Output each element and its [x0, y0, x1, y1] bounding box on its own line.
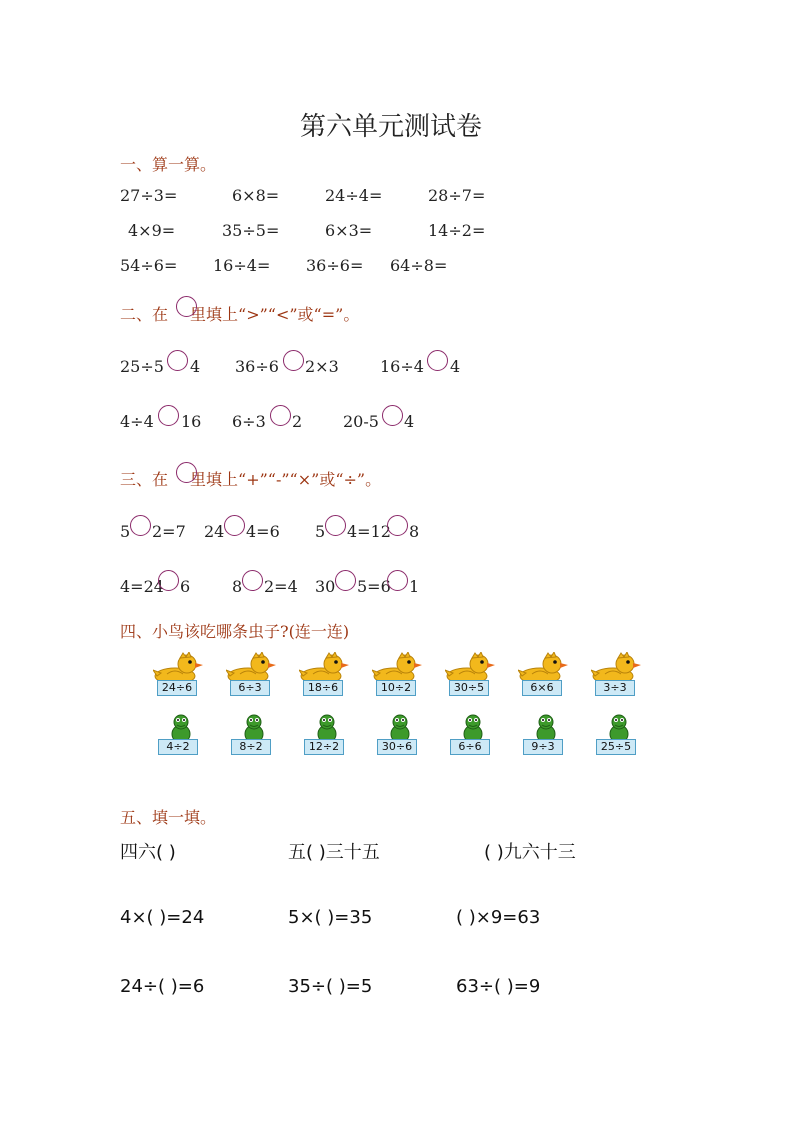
section-5-heading: 五、填一填。 — [120, 808, 217, 827]
operator-circle[interactable] — [158, 570, 179, 591]
compare-circle[interactable] — [382, 405, 403, 426]
bird-card[interactable] — [445, 652, 501, 696]
bug-label: 12÷2 — [304, 739, 344, 755]
bug-label: 30÷6 — [377, 739, 417, 755]
fill-blank-expr: ( )×9=63 — [456, 907, 541, 928]
fill-part: 2=4 — [264, 577, 298, 596]
bird-card[interactable] — [226, 652, 282, 696]
bird-card[interactable] — [299, 652, 355, 696]
bird-label: 3÷3 — [595, 680, 635, 696]
compare-left: 20-5 — [343, 412, 379, 431]
fill-part: 4=6 — [246, 522, 280, 541]
s1-expr: 27÷3= — [120, 186, 178, 205]
fill-blank-expr: 4×( )=24 — [120, 907, 205, 928]
heading-part: 里填上“+”“-”“×”或“÷”。 — [190, 470, 382, 489]
fill-blank-expr: ( )九六十三 — [484, 842, 576, 863]
bug-card[interactable] — [523, 714, 579, 758]
fill-part: 4=24 — [120, 577, 164, 596]
operator-circle[interactable] — [387, 570, 408, 591]
fill-blank-expr: 63÷( )=9 — [456, 976, 541, 997]
fill-blank-expr: 四六( ) — [120, 842, 176, 863]
bird-label: 10÷2 — [376, 680, 416, 696]
compare-circle[interactable] — [167, 350, 188, 371]
s1-expr: 28÷7= — [428, 186, 486, 205]
fill-part: 5 — [315, 522, 326, 541]
bird-card[interactable] — [518, 652, 574, 696]
fill-part: 8 — [232, 577, 243, 596]
fill-part: 5=6 — [357, 577, 391, 596]
s1-expr: 35÷5= — [222, 221, 280, 240]
bug-card[interactable] — [304, 714, 360, 758]
section-3-heading — [120, 467, 381, 490]
bird-label: 6÷3 — [230, 680, 270, 696]
bug-label: 6÷6 — [450, 739, 490, 755]
fill-part: 8 — [409, 522, 420, 541]
s1-expr: 14÷2= — [428, 221, 486, 240]
bug-card[interactable] — [596, 714, 652, 758]
operator-circle[interactable] — [130, 515, 151, 536]
page-title: 第六单元测试卷 — [300, 112, 483, 142]
bug-card[interactable] — [231, 714, 287, 758]
compare-right: 4 — [450, 357, 461, 376]
bird-label: 6×6 — [522, 680, 562, 696]
compare-circle[interactable] — [427, 350, 448, 371]
compare-right: 2×3 — [305, 357, 339, 376]
bird-card[interactable] — [591, 652, 647, 696]
bird-label: 18÷6 — [303, 680, 343, 696]
fill-part: 1 — [409, 577, 420, 596]
compare-left: 36÷6 — [235, 357, 279, 376]
bug-card[interactable] — [450, 714, 506, 758]
s1-expr: 6×8= — [232, 186, 280, 205]
compare-right: 2 — [292, 412, 303, 431]
s1-expr: 54÷6= — [120, 256, 178, 275]
compare-right: 4 — [404, 412, 415, 431]
bug-label: 9÷3 — [523, 739, 563, 755]
fill-part: 4=12 — [347, 522, 391, 541]
bug-label: 8÷2 — [231, 739, 271, 755]
section-1-heading: 一、算一算。 — [120, 155, 217, 174]
compare-circle[interactable] — [283, 350, 304, 371]
compare-left: 25÷5 — [120, 357, 164, 376]
fill-part: 2=7 — [152, 522, 186, 541]
answer-circle — [176, 462, 197, 483]
s1-expr: 36÷6= — [306, 256, 364, 275]
compare-circle[interactable] — [270, 405, 291, 426]
fill-blank-expr: 24÷( )=6 — [120, 976, 205, 997]
compare-right: 4 — [190, 357, 201, 376]
bug-label: 4÷2 — [158, 739, 198, 755]
section-2-heading — [120, 302, 359, 325]
operator-circle[interactable] — [325, 515, 346, 536]
compare-left: 6÷3 — [232, 412, 266, 431]
heading-part: 里填上“>”“<”或“=”。 — [190, 305, 360, 324]
fill-blank-expr: 5×( )=35 — [288, 907, 373, 928]
fill-part: 24 — [204, 522, 225, 541]
heading-part: 二、在 — [120, 305, 169, 324]
fill-part: 30 — [315, 577, 336, 596]
bug-card[interactable] — [158, 714, 214, 758]
bird-label: 24÷6 — [157, 680, 197, 696]
operator-circle[interactable] — [224, 515, 245, 536]
s1-expr: 6×3= — [325, 221, 373, 240]
fill-part: 5 — [120, 522, 131, 541]
answer-circle — [176, 296, 197, 317]
operator-circle[interactable] — [335, 570, 356, 591]
s1-expr: 4×9= — [128, 221, 176, 240]
s1-expr: 16÷4= — [213, 256, 271, 275]
operator-circle[interactable] — [387, 515, 408, 536]
fill-blank-expr: 五( )三十五 — [288, 842, 380, 863]
s1-expr: 64÷8= — [390, 256, 448, 275]
bird-label: 30÷5 — [449, 680, 489, 696]
fill-part: 6 — [180, 577, 191, 596]
heading-part: 三、在 — [120, 470, 169, 489]
section-4-heading: 四、小鸟该吃哪条虫子?(连一连) — [120, 622, 350, 641]
bug-label: 25÷5 — [596, 739, 636, 755]
operator-circle[interactable] — [242, 570, 263, 591]
compare-left: 16÷4 — [380, 357, 424, 376]
bird-card[interactable] — [153, 652, 209, 696]
compare-circle[interactable] — [158, 405, 179, 426]
compare-right: 16 — [181, 412, 202, 431]
compare-left: 4÷4 — [120, 412, 154, 431]
bird-card[interactable] — [372, 652, 428, 696]
bug-card[interactable] — [377, 714, 433, 758]
s1-expr: 24÷4= — [325, 186, 383, 205]
fill-blank-expr: 35÷( )=5 — [288, 976, 373, 997]
